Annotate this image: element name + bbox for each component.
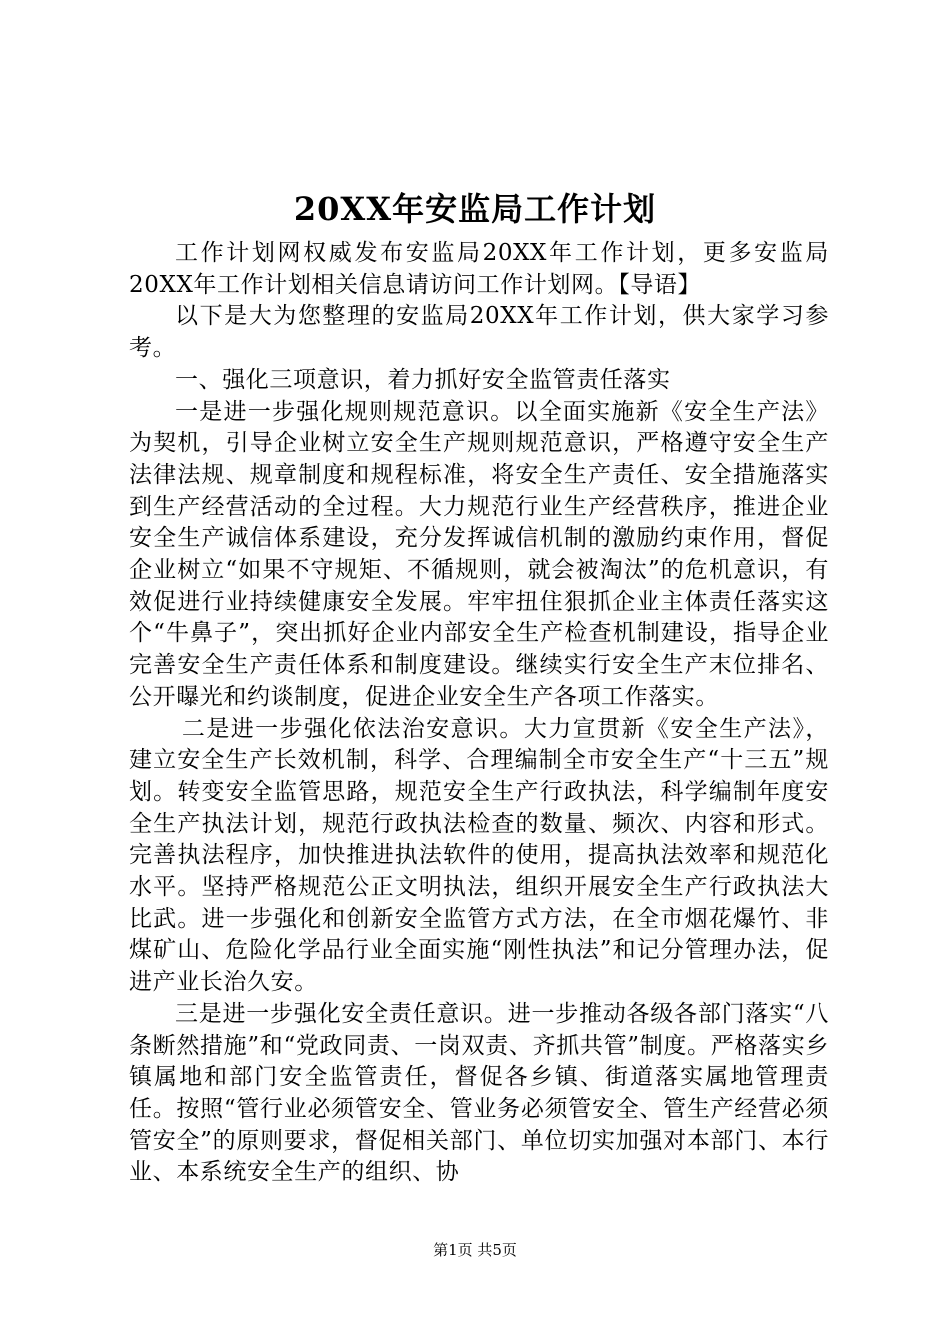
- paragraph-item-1: 一是进一步强化规则规范意识。以全面实施新《安全生产法》为契机，引导企业树立安全生产规则规范意识，严格遵守安全生产法律法规、规章制度和规程标准，将安全生产责任、安全措施落实到生产经营活动的全过程。大力规范行业生产经营秩序，推进企业安全生产诚信体系建设，充分发挥诚信机制的激励约束作用，督促企业树立“如果不守规矩、不循规则，就会被淘汰”的危机意识，有效促进行业持续健康安全发展。牢牢扭住狠抓企业主体责任落实这个“牛鼻子”，突出抓好企业内部安全生产检查机制建设，指导企业完善安全生产责任体系和制度建设。继续实行安全生产末位排名、公开曝光和约谈制度，促进企业安全生产各项工作落实。: [129, 398, 829, 710]
- document-title: 20XX年安监局工作计划: [293, 190, 657, 228]
- paragraph-item-2: 二是进一步强化依法治安意识。大力宣贯新《安全生产法》，建立安全生产长效机制，科学、合理编制全市安全生产“十三五”规划。转变安全监管思路，规范安全生产行政执法，科学编制年度安全生产执法计划，规范行政执法检查的数量、频次、内容和形式。完善执法程序，加快推进执法软件的使用，提高执法效率和规范化水平。坚持严格规范公正文明执法，组织开展安全生产行政执法大比武。进一步强化和创新安全监管方式方法，在全市烟花爆竹、非煤矿山、危险化学品行业全面实施“刚性执法”和记分管理办法，促进产业长治久安。: [129, 715, 829, 996]
- paragraph-intro: 工作计划网权威发布安监局20XX年工作计划，更多安监局20XX年工作计划相关信息请访问工作计划网。【导语】: [129, 240, 829, 298]
- document-body: [129, 238, 829, 1189]
- paragraph-preface: 以下是大为您整理的安监局20XX年工作计划，供大家学习参考。: [129, 303, 829, 362]
- paragraph-item-3: 三是进一步强化安全责任意识。进一步推动各级各部门落实“八条断然措施”和“党政同责、一岗双责、齐抓共管”制度。严格落实乡镇属地和部门安全监管责任，督促各乡镇、街道落实属地管理责任。按照“管行业必须管安全、管业务必须管安全、管生产经营必须管安全”的原则要求，督促相关部门、单位切实加强对本部门、本行业、本系统安全生产的组织、协: [129, 1000, 829, 1186]
- section-heading-1: 一、强化三项意识，着力抓好安全监管责任落实: [175, 366, 671, 393]
- page-number-footer: 第1页 共5页: [433, 1241, 517, 1259]
